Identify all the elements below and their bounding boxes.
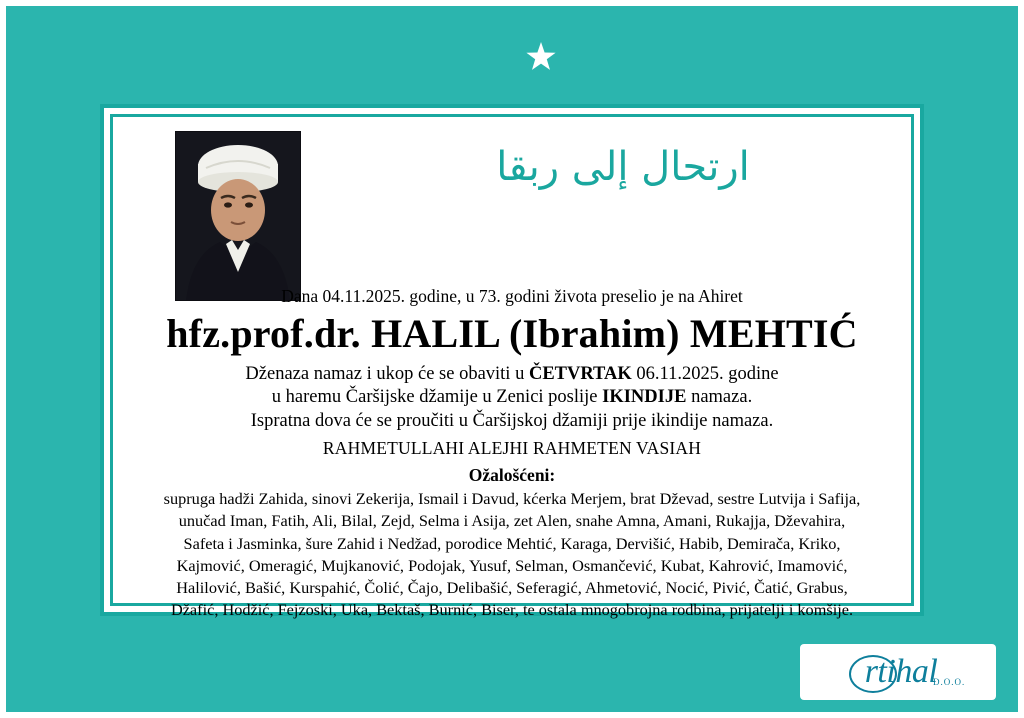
mourners-line: Safeta i Jasminka, šure Zahid i Nedžad, porodice Mehtić, Karaga, Dervišić, Habib, Demirača, Kriko,	[183, 533, 841, 553]
mourners-line: supruga hadži Zahida, sinovi Zekerija, Ismail i Davud, kćerka Merjem, brat Dževad, sestre Lutvija i Safija,	[163, 489, 861, 509]
logo-oval-icon	[849, 655, 897, 693]
funeral-line-3: Ispratna dova će se proučiti u Čaršijskoj džamiji prije ikindije namaza.	[250, 410, 774, 431]
company-logo	[800, 644, 996, 700]
portrait-photo	[175, 131, 301, 301]
funeral-line-1-pre: Dženaza namaz i ukop će se obaviti u	[245, 363, 529, 384]
logo-text	[859, 653, 966, 691]
funeral-line-2-bold: IKINDIJE	[602, 387, 687, 408]
mourners-line: Džafić, Hodžić, Fejzoski, Uka, Bektaš, Burnić, Biser, te ostala mnogobrojna rodbina, prijatelji i komšije.	[170, 600, 854, 620]
mourners-line: Halilović, Bašić, Kurspahić, Čolić, Čajo, Delibašić, Seferagić, Ahmetović, Nocić, Pivić, Čatić, Grabus,	[176, 577, 848, 597]
crescent-star-icon	[457, 22, 567, 88]
mourners-line: unučad Iman, Fatih, Ali, Bilal, Zejd, Selma i Asija, zet Alen, snahe Amna, Amani, Rukajja, Dževahira,	[178, 511, 846, 531]
intro-line: Dana 04.11.2025. godine, u 73. godini života preselio je na Ahiret	[281, 286, 743, 306]
obituary-card-inner	[110, 114, 914, 620]
logo-suffix: D.O.O.	[933, 677, 966, 687]
funeral-line-2-post: namaza.	[686, 387, 753, 408]
mourners-list	[129, 488, 895, 621]
mourners-line: Kajmović, Omeragić, Mujkanović, Podojak, Yusuf, Selman, Osmančević, Kubat, Kahrović, Imamović,	[176, 555, 848, 575]
rahmet-line: RAHMETULLAHI ALEJHI RAHMETEN VASIAH	[322, 437, 702, 458]
logo-name: rtihal	[864, 653, 938, 690]
funeral-line-1-post: 06.11.2025. godine	[631, 363, 779, 384]
funeral-line-1-bold: ČETVRTAK	[528, 363, 632, 384]
funeral-line-2	[129, 386, 895, 410]
mourners-title: Ožalošćeni:	[468, 465, 556, 486]
obituary-text-block	[129, 285, 895, 621]
funeral-line-2-pre: u haremu Čaršijske džamije u Zenici poslije	[271, 387, 603, 408]
arabic-calligraphy: ارتحال إلى ربقا	[496, 144, 750, 190]
obituary-card	[100, 104, 924, 620]
deceased-name: hfz.prof.dr. HALIL (Ibrahim) MEHTIĆ	[166, 310, 858, 356]
funeral-line-1	[129, 363, 895, 387]
